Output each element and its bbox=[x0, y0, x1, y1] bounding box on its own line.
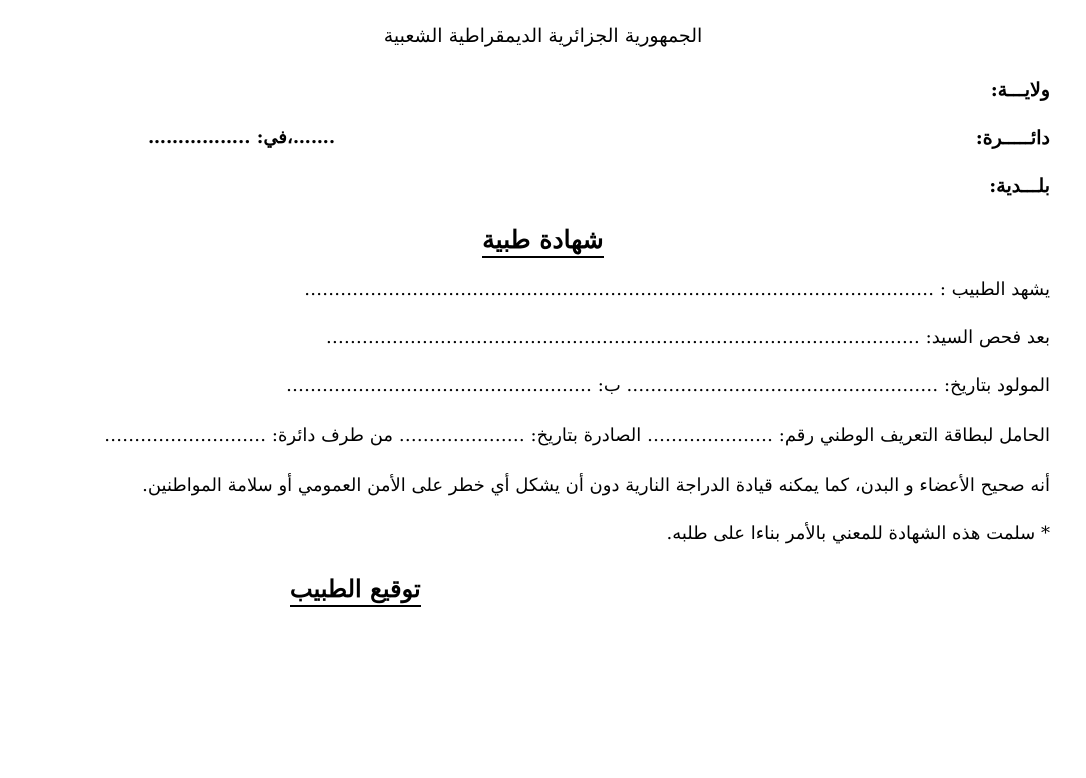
issued-label: الصادرة بتاريخ: bbox=[530, 425, 642, 446]
examined-dots: ……………………………………………………………………………………… bbox=[325, 327, 920, 348]
issuance-note: * سلمت هذه الشهادة للمعني بالأمر بناءا على طلبه. bbox=[666, 523, 1050, 544]
id-card-row bbox=[104, 424, 1050, 448]
baladia-label: بلـــدية: bbox=[989, 175, 1050, 197]
certificate-title bbox=[0, 224, 1086, 256]
id-dots: ………………… bbox=[647, 425, 774, 446]
born-row bbox=[286, 374, 1050, 398]
examined-label: بعد فحص السيد: bbox=[925, 327, 1050, 348]
daira-label: دائـــــرة: bbox=[975, 127, 1050, 149]
wilaya-label: ولايـــة: bbox=[990, 79, 1050, 101]
place-date-field: …………….. :في،……. bbox=[148, 127, 336, 148]
doctor-dots: …………………………………………………………………………………………… bbox=[304, 279, 935, 300]
born-label: المولود بتاريخ: bbox=[943, 375, 1050, 396]
doctor-row bbox=[304, 278, 1050, 302]
fitness-statement: أنه صحيح الأعضاء و البدن، كما يمكنه قيادة الدراجة النارية دون أن يشكل أي خطر على الأمن العمومي أو سلامة المواطنين. bbox=[142, 475, 1050, 496]
authority-label: من طرف دائرة: bbox=[271, 425, 394, 446]
born-dots-date: ……………………………………………. bbox=[626, 375, 939, 396]
id-label: الحامل لبطاقة التعريف الوطني رقم: bbox=[778, 425, 1050, 446]
born-at-label: ب: bbox=[597, 375, 621, 396]
doctor-label: يشهد الطبيب : bbox=[939, 279, 1050, 300]
born-dots-place: …………………………………………… bbox=[286, 375, 593, 396]
doctor-signature-label: توقيع الطبيب bbox=[290, 574, 421, 607]
certificate-title-text: شهادة طبية bbox=[482, 225, 603, 258]
doctor-signature-area bbox=[290, 574, 421, 604]
examined-row bbox=[326, 326, 1050, 350]
issued-dots: ………………… bbox=[398, 425, 525, 446]
authority-dots: ……………………… bbox=[104, 425, 267, 446]
republic-header: الجمهورية الجزائرية الديمقراطية الشعبية bbox=[383, 25, 703, 47]
